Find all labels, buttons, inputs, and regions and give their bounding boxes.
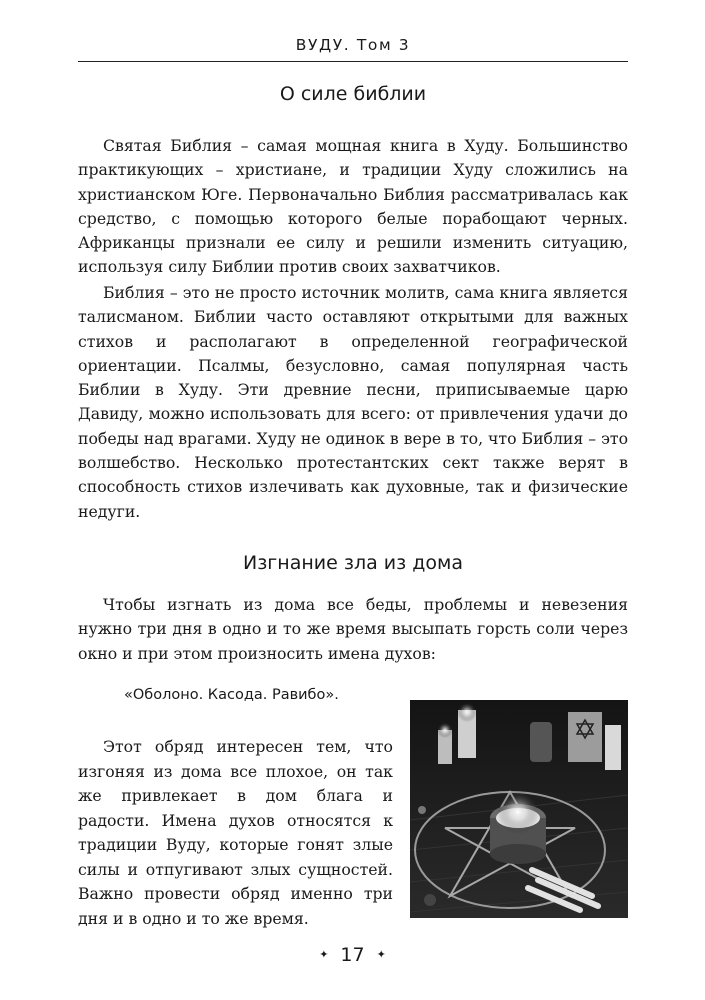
page-number: 17 bbox=[340, 944, 365, 966]
candles-pentagram-illustration bbox=[410, 700, 628, 918]
section-title-exorcism: Изгнание зла из дома bbox=[242, 552, 464, 574]
section-title-bible: О силе библии bbox=[279, 83, 427, 105]
left-ornament-icon: ✦ bbox=[319, 948, 329, 961]
header-rule bbox=[78, 61, 628, 62]
running-title: ВУДУ. Том 3 bbox=[295, 36, 411, 54]
paragraph-bible-1: Святая Библия – самая мощная книга в Худу. Большинство практикующих – христиане, и традиции Худу сложились на христианском Юге. Первоначально Библия рассматривалась как средство, с помощью которого белые порабощают черных. Африканцы признали ее силу и решили изменить ситуацию, используя силу Библии против своих захватчиков. bbox=[78, 136, 628, 277]
paragraph-exorcism-body: Этот обряд интересен тем, что изгоняя из дома все плохое, он так же привлекает в дом блага и радости. Имена духов относятся к традиции Вуду, которые гонят злые силы и отпугивают злых сущностей. Важно провести обряд именно три дня и в одно и то же время. bbox=[78, 737, 393, 928]
paragraph-exorcism-intro: Чтобы изгнать из дома все беды, проблемы и невезения нужно три дня в одно и то же время высыпать горсть соли через окно и при этом произносить имена духов: bbox=[78, 595, 628, 663]
spirit-names-invocation: «Оболоно. Касода. Равибо». bbox=[124, 687, 339, 703]
paragraph-bible-2: Библия – это не просто источник молитв, сама книга является талисманом. Библии часто оставляют открытыми для важных стихов и располагают в определенной географической ориентации. Псалмы, безусловно, самая популярная часть Библии в Худу. Эти древние песни, приписываемые царю Давиду, можно использовать для всего: от привлечения удачи до победы над врагами. Худу не одинок в вере в то, что Библия – это волшебство. Несколько протестантских сект также верят в способность стихов излечивать как духовные, так и физические недуги. bbox=[78, 283, 629, 521]
right-ornament-icon: ✦ bbox=[376, 948, 386, 961]
candles-pentagram-photo bbox=[410, 700, 628, 918]
page-number-footer bbox=[0, 944, 705, 966]
